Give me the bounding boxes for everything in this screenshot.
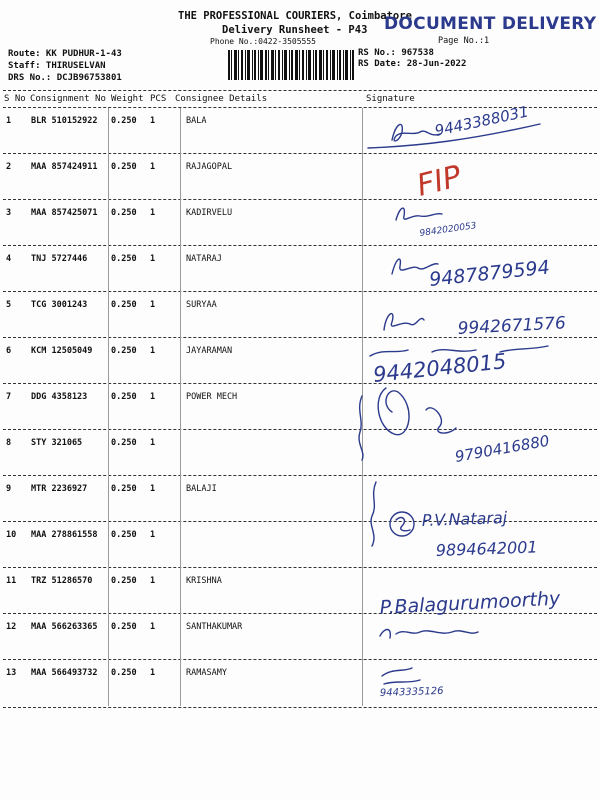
row-consignee: BALAJI xyxy=(186,484,217,494)
row-weight: 0.250 xyxy=(111,346,137,356)
sig12-name: P.Balagurumoorthy xyxy=(379,587,561,619)
col-header-weight: Weight xyxy=(111,94,144,104)
row-pcs: 1 xyxy=(150,392,156,402)
signature-scribble xyxy=(359,388,456,460)
signature-bracket xyxy=(371,482,376,546)
row-consignment: MAA 857425071 xyxy=(31,208,98,218)
col-header-sno: S No xyxy=(4,94,26,104)
rs-date: RS Date: 28-Jun-2022 xyxy=(358,59,467,69)
row-sno: 6 xyxy=(6,346,12,356)
row-weight: 0.250 xyxy=(111,576,137,586)
signature-scribble xyxy=(384,314,424,330)
row-weight: 0.250 xyxy=(111,254,137,264)
row-consignment: KCM 12505049 xyxy=(31,346,93,356)
row-pcs: 1 xyxy=(150,576,156,586)
row-weight: 0.250 xyxy=(111,208,137,218)
row-weight: 0.250 xyxy=(111,530,137,540)
row-pcs: 1 xyxy=(150,162,156,172)
row-pcs: 1 xyxy=(150,254,156,264)
row-sno: 11 xyxy=(6,576,17,586)
row-consignment: MAA 278861558 xyxy=(31,530,98,540)
row-sno: 1 xyxy=(6,116,12,126)
document-delivery-stamp: DOCUMENT DELIVERY xyxy=(384,14,597,34)
row-weight: 0.250 xyxy=(111,392,137,402)
col-header-signature: Signature xyxy=(366,94,415,104)
row-consignee: SURYAA xyxy=(186,300,217,310)
row-pcs: 1 xyxy=(150,208,156,218)
signature-scribble xyxy=(380,630,478,639)
col-header-consignee: Consignee Details xyxy=(175,94,268,104)
row-consignment: MAA 566493732 xyxy=(31,668,98,678)
sig4-phone: 9487879594 xyxy=(428,256,551,291)
row-consignee: KRISHNA xyxy=(186,576,222,586)
row-weight: 0.250 xyxy=(111,116,137,126)
sig6-phone: 9442048015 xyxy=(372,349,508,387)
row-consignment: BLR 510152922 xyxy=(31,116,98,126)
row-consignee: JAYARAMAN xyxy=(186,346,233,356)
row-consignee: BALA xyxy=(186,116,207,126)
row-consignee: SANTHAKUMAR xyxy=(186,622,243,632)
row-sno: 3 xyxy=(6,208,12,218)
row-sno: 9 xyxy=(6,484,12,494)
signature-scribble xyxy=(392,124,440,141)
sig13-phone: 9443335126 xyxy=(379,685,444,699)
phone-number: Phone No.:0422-3505555 xyxy=(210,37,316,46)
row-consignment: TNJ 5727446 xyxy=(31,254,88,264)
col-header-pcs: PCS xyxy=(150,94,167,104)
row-sno: 5 xyxy=(6,300,12,310)
row-consignment: STY 321065 xyxy=(31,438,83,448)
row-weight: 0.250 xyxy=(111,484,137,494)
row-sno: 12 xyxy=(6,622,17,632)
row-weight: 0.250 xyxy=(111,300,137,310)
signature-scribble xyxy=(382,668,420,684)
row-pcs: 1 xyxy=(150,668,156,678)
sig3-phone: 9842020053 xyxy=(419,221,478,239)
row-pcs: 1 xyxy=(150,116,156,126)
row-sno: 8 xyxy=(6,438,12,448)
row-consignment: TCG 3001243 xyxy=(31,300,88,310)
page-number: Page No.:1 xyxy=(438,36,490,46)
row-consignee: POWER MECH xyxy=(186,392,238,402)
sig8-phone: 9790416880 xyxy=(453,431,551,466)
row-consignment: TRZ 51286570 xyxy=(31,576,93,586)
row-consignment: DDG 4358123 xyxy=(31,392,88,402)
row-sno: 10 xyxy=(6,530,17,540)
staff-label: Staff: THIRUSELVAN xyxy=(8,61,106,71)
row-pcs: 1 xyxy=(150,530,156,540)
row-consignment: MAA 857424911 xyxy=(31,162,98,172)
row-weight: 0.250 xyxy=(111,668,137,678)
runsheet-title: Delivery Runsheet - P43 xyxy=(222,24,368,36)
sig1-phone: 9443388031 xyxy=(433,102,531,140)
row-consignment: MTR 2236927 xyxy=(31,484,88,494)
sig10-name: P.V.Nataraj xyxy=(421,508,508,530)
row-pcs: 1 xyxy=(150,484,156,494)
row-pcs: 1 xyxy=(150,300,156,310)
sig2-fip: FIP xyxy=(413,159,465,204)
row-weight: 0.250 xyxy=(111,622,137,632)
row-consignment: MAA 566263365 xyxy=(31,622,98,632)
drs-number: DRS No.: DCJB96753801 xyxy=(8,73,122,83)
sig10-phone: 9894642001 xyxy=(435,537,538,560)
row-pcs: 1 xyxy=(150,622,156,632)
rs-number: RS No.: 967538 xyxy=(358,48,434,58)
row-consignee: KADIRVELU xyxy=(186,208,233,218)
row-pcs: 1 xyxy=(150,346,156,356)
signature-scribble xyxy=(396,518,410,531)
signature-scribble xyxy=(396,208,442,220)
row-sno: 7 xyxy=(6,392,12,402)
row-sno: 4 xyxy=(6,254,12,264)
row-weight: 0.250 xyxy=(111,162,137,172)
col-header-consignment: Consignment No xyxy=(30,94,106,104)
row-sno: 2 xyxy=(6,162,12,172)
company-title: THE PROFESSIONAL COURIERS, Coimbatore xyxy=(178,10,412,22)
route-label: Route: KK PUDHUR-1-43 xyxy=(8,49,122,59)
sig5-phone: 9942671576 xyxy=(457,313,567,339)
row-consignee: RAJAGOPAL xyxy=(186,162,233,172)
row-sno: 13 xyxy=(6,668,17,678)
row-consignee: RAMASAMY xyxy=(186,668,227,678)
signature-circle xyxy=(390,512,414,536)
row-consignee: NATARAJ xyxy=(186,254,222,264)
row-pcs: 1 xyxy=(150,438,156,448)
row-weight: 0.250 xyxy=(111,438,137,448)
